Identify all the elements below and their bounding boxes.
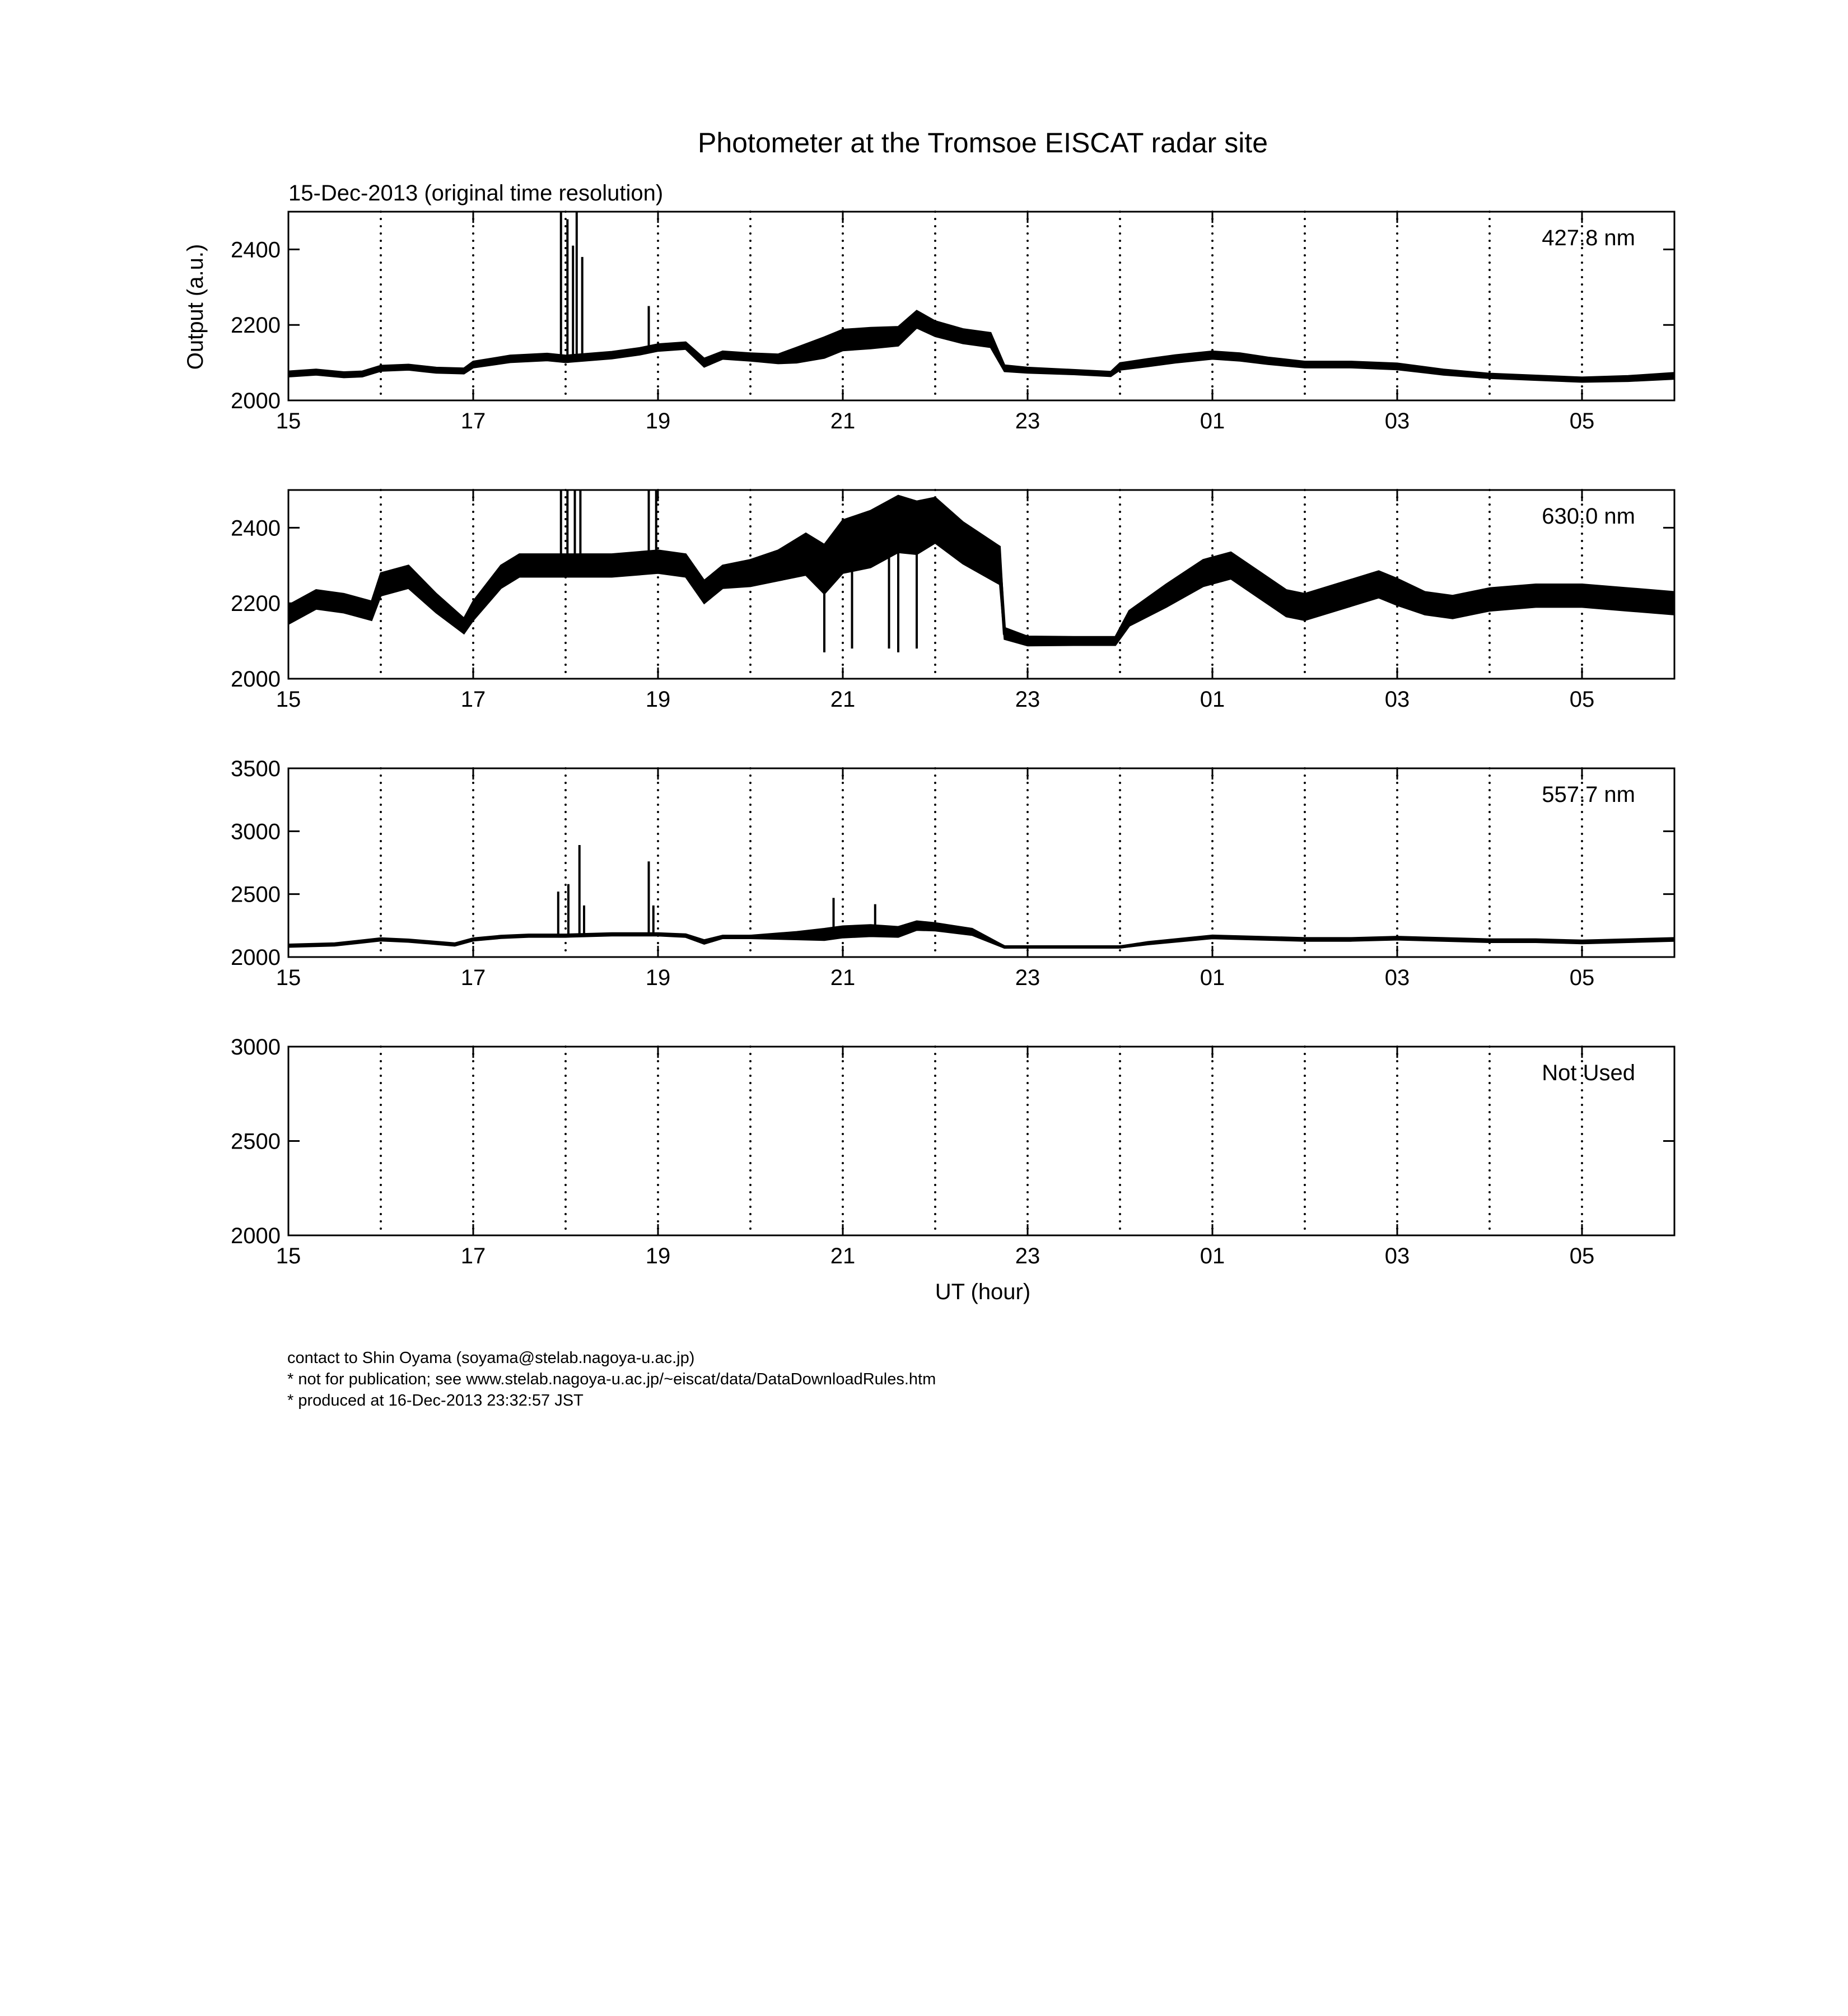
x-tick-label: 23 xyxy=(1015,965,1040,990)
y-tick-label: 2000 xyxy=(231,389,281,413)
x-tick-label: 03 xyxy=(1384,409,1410,433)
footer-notes xyxy=(287,1347,936,1411)
x-tick-label: 05 xyxy=(1569,1244,1595,1268)
x-tick-label: 01 xyxy=(1200,409,1225,433)
y-tick-label: 2200 xyxy=(231,313,281,338)
x-tick-label: 03 xyxy=(1384,965,1410,990)
x-tick-label: 19 xyxy=(645,409,671,433)
x-tick-label: 21 xyxy=(830,1244,856,1268)
footer-contact: contact to Shin Oyama (soyama@stelab.nagoya-u.ac.jp) xyxy=(287,1349,695,1367)
figure-subtitle: 15-Dec-2013 (original time resolution) xyxy=(288,181,664,206)
x-tick-label: 01 xyxy=(1200,687,1225,712)
x-tick-label: 15 xyxy=(276,687,301,712)
data-layer xyxy=(288,845,1674,948)
x-tick-label: 03 xyxy=(1384,687,1410,712)
x-tick-label: 17 xyxy=(460,409,486,433)
x-tick-label: 17 xyxy=(460,965,486,990)
y-tick-label: 2500 xyxy=(231,882,281,907)
x-tick-label: 23 xyxy=(1015,1244,1040,1268)
x-tick-label: 15 xyxy=(276,1244,301,1268)
panel-label: Not Used xyxy=(1542,1061,1635,1085)
series-line xyxy=(288,319,1674,380)
y-tick-label: 2000 xyxy=(231,945,281,970)
x-tick-label: 03 xyxy=(1384,1244,1410,1268)
y-tick-label: 2500 xyxy=(231,1129,281,1154)
y-tick-label: 2400 xyxy=(231,516,281,541)
x-tick-label: 05 xyxy=(1569,965,1595,990)
x-tick-label: 23 xyxy=(1015,687,1040,712)
footer-publication-note: * not for publication; see www.stelab.nagoya-u.ac.jp/~eiscat/data/DataDownloadRules.htm xyxy=(287,1370,936,1388)
figure-title: Photometer at the Tromsoe EISCAT radar site xyxy=(697,127,1268,158)
x-tick-label: 21 xyxy=(830,965,856,990)
y-tick-label: 2400 xyxy=(231,237,281,263)
panel-label: 557.7 nm xyxy=(1542,782,1635,807)
panel-label: 427.8 nm xyxy=(1542,226,1635,250)
data-layer xyxy=(288,490,1674,652)
y-tick-label: 2200 xyxy=(231,591,281,617)
x-tick-label: 19 xyxy=(645,687,671,712)
x-tick-label: 01 xyxy=(1200,965,1225,990)
series-band xyxy=(288,496,1674,646)
y-tick-label: 2000 xyxy=(231,1224,281,1248)
x-tick-label: 15 xyxy=(276,409,301,433)
x-tick-label: 05 xyxy=(1569,409,1595,433)
x-tick-label: 19 xyxy=(645,1244,671,1268)
axes-frame xyxy=(288,768,1674,957)
panel-3 xyxy=(231,757,1674,990)
x-tick-label: 15 xyxy=(276,965,301,990)
panels xyxy=(231,212,1674,1268)
series-band xyxy=(288,311,1674,382)
x-tick-label: 19 xyxy=(645,965,671,990)
y-tick-label: 3000 xyxy=(231,1035,281,1060)
panel-label: 630.0 nm xyxy=(1542,504,1635,529)
axes-frame xyxy=(288,1047,1674,1235)
panel-4 xyxy=(231,1035,1674,1268)
x-tick-label: 21 xyxy=(830,409,856,433)
x-tick-label: 23 xyxy=(1015,409,1040,433)
series-line xyxy=(288,926,1674,947)
y-tick-label: 2000 xyxy=(231,667,281,692)
y-axis-label: Output (a.u.) xyxy=(183,244,208,370)
footer-produced-at: * produced at 16-Dec-2013 23:32:57 JST xyxy=(287,1392,584,1410)
x-tick-label: 01 xyxy=(1200,1244,1225,1268)
panel-1 xyxy=(231,212,1674,433)
x-tick-label: 05 xyxy=(1569,687,1595,712)
x-tick-label: 17 xyxy=(460,687,486,712)
y-tick-label: 3000 xyxy=(231,819,281,844)
data-layer xyxy=(288,212,1674,382)
x-axis-label: UT (hour) xyxy=(935,1280,1031,1304)
x-tick-label: 17 xyxy=(460,1244,486,1268)
y-tick-label: 3500 xyxy=(231,757,281,781)
x-tick-label: 21 xyxy=(830,687,856,712)
panel-2 xyxy=(231,490,1674,712)
